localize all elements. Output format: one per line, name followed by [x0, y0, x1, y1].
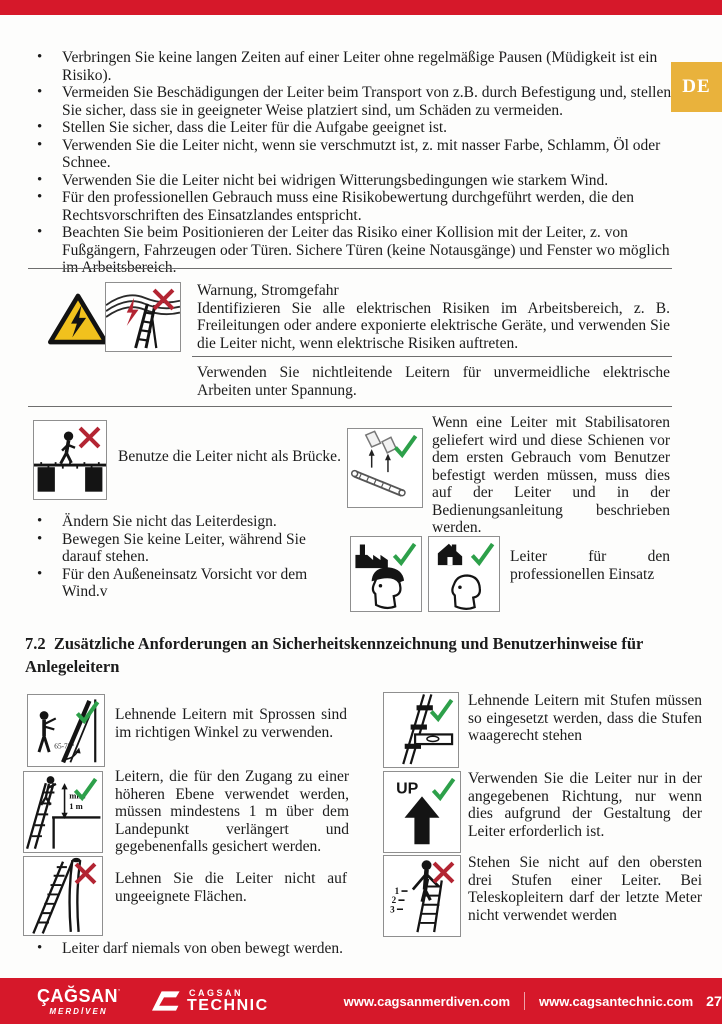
cross-icon — [150, 286, 177, 313]
check-icon — [392, 432, 419, 459]
logo-bottom-text: TECHNIC — [187, 996, 269, 1014]
ladder-angle-pictogram — [27, 694, 105, 767]
bullet-item: • Für den professionellen Gebrauch muss eine Risikobewertung durchgeführt werden, die den Rechtsvorschriften des Einsatzlandes entspricht. — [28, 189, 672, 224]
page-number: 27 — [706, 993, 722, 1009]
bridge-caption: Benutze die Leiter nicht als Brücke. — [118, 448, 341, 465]
up-label: UP — [396, 780, 419, 798]
check-icon — [74, 698, 101, 725]
bullet-item: • Ändern Sie nicht das Leiterdesign. — [28, 513, 338, 531]
check-icon — [391, 540, 418, 567]
min-label: min. — [69, 790, 86, 801]
footer-bar — [0, 978, 722, 1024]
cross-icon — [430, 859, 457, 886]
top-accent-bar — [0, 0, 722, 15]
divider — [28, 268, 672, 269]
language-tab-de — [671, 62, 722, 112]
top-steps-pictogram — [383, 855, 461, 937]
technic-logo-icon — [146, 989, 182, 1013]
grid-text: Lehnende Leitern mit Sprossen sind im richtigen Winkel zu verwenden. — [115, 706, 347, 741]
check-icon — [428, 696, 455, 723]
up-direction-pictogram — [383, 771, 461, 853]
powerline-ladder-pictogram — [105, 282, 181, 352]
electric-warning-body: Identifizieren Sie alle elektrischen Risiken im Arbeitsbereich, z. B. Freileitungen oder andere exponierte elektrische Geräte, und verwenden Sie die Leiter nicht, wenn elektrische Risiken auftreten. — [197, 299, 670, 352]
check-icon — [430, 775, 457, 802]
bullet-item: • Vermeiden Sie Beschädigungen der Leiter beim Transport von z.B. durch Befestigung und, stellen Sie sicher, dass sie in geeigneter Weise platziert sind, um Schäden zu vermeiden. — [28, 84, 672, 119]
grid-text: Stehen Sie nicht auf den obersten drei Stufen einer Leiter. Bei Teleskopleitern darf der letzte Meter nicht verwendet werden — [468, 854, 702, 924]
bullet-item: • Bewegen Sie keine Leiter, während Sie darauf stehen. — [28, 531, 338, 566]
footer-urls — [344, 992, 694, 1010]
divider — [192, 356, 672, 357]
final-bullet-list — [28, 940, 528, 958]
domestic-use-pictogram — [428, 536, 500, 612]
logo-top-text: CAGSAN — [189, 987, 244, 998]
footer-url-merdiven: www.cagsanmerdiven.com — [343, 993, 511, 1009]
ladder-bridge-pictogram — [33, 420, 107, 500]
one-meter-label: 1 m — [69, 800, 83, 811]
logo-subtitle: MERDİVEN — [49, 1006, 108, 1016]
cross-icon — [72, 860, 99, 887]
cagsan-technic-logo — [146, 989, 269, 1014]
stabiliser-pictogram — [347, 428, 423, 508]
bullet-item: • Verwenden Sie die Leiter nicht, wenn sie verschmutzt ist, z. mit nasser Farbe, Schlamm, Öl oder Schnee. — [28, 137, 672, 172]
angle-label: 65-75° — [54, 741, 75, 751]
industrial-use-pictogram — [350, 536, 422, 612]
bullet-item: • Beachten Sie beim Positionieren der Leiter das Risiko einer Kollision mit der Leiter, z. von Fußgängern, Fahrzeugen oder Türen. Sichere Türen (keine Notausgänge) und Fenster wo möglich im Arbeitsbereich. — [28, 224, 672, 277]
logo-trademark: ’ — [118, 987, 121, 998]
electric-warning-title: Warnung, Stromgefahr — [197, 282, 339, 299]
intro-bullet-list — [28, 49, 672, 277]
logo-title: ÇAĞSAN — [37, 985, 119, 1006]
section-title: Zusätzliche Anforderungen an Sicherheitskennzeichnung und Benutzerhinweise für Anlegeleitern — [25, 634, 644, 676]
bullet-item: • Leiter darf niemals von oben bewegt werden. — [28, 940, 528, 958]
section-heading — [25, 632, 687, 678]
footer-url-technic: www.cagsantechnic.com — [539, 993, 694, 1009]
bullet-item: • Verwenden Sie die Leiter nicht bei widrigen Witterungsbedingungen wie starkem Wind. — [28, 172, 672, 190]
check-icon — [72, 775, 99, 802]
electric-hazard-triangle-icon — [48, 287, 108, 351]
grid-text: Lehnen Sie die Leiter nicht auf ungeeignete Flächen. — [115, 870, 347, 905]
professional-use-caption: Leiter für den professionellen Einsatz — [510, 548, 670, 583]
level-steps-pictogram — [383, 692, 459, 768]
mid-bullet-list — [28, 513, 338, 601]
grid-text: Verwenden Sie die Leiter nur in der angegebenen Richtung, nur wenn dies aufgrund der Gestaltung der Leiter erforderlich ist. — [468, 770, 702, 840]
cross-icon — [76, 424, 103, 451]
grid-text: Lehnende Leitern mit Stufen müssen so eingesetzt werden, dass die Stufen waagerecht stehen — [468, 692, 702, 744]
bullet-item: • Verbringen Sie keine langen Zeiten auf einer Leiter ohne regelmäßige Pausen (Müdigkeit ist ein Risiko). — [28, 49, 672, 84]
min-1m-pictogram — [23, 771, 103, 853]
footer-divider — [524, 992, 525, 1010]
step-label-1: 1 — [394, 886, 400, 897]
language-tab-label: DE — [682, 76, 711, 97]
electric-warning-text — [197, 282, 670, 352]
bullet-item: • Stellen Sie sicher, dass die Leiter für die Aufgabe geeignet ist. — [28, 119, 672, 137]
grid-text: Leitern, die für den Zugang zu einer höheren Ebene verwendet werden, müssen mindestens 1 m über dem Landepunkt verlängert und gegebenenfalls gesichert werden. — [115, 768, 349, 855]
divider — [28, 406, 672, 407]
section-number: 7.2 — [25, 634, 46, 653]
check-icon — [469, 540, 496, 567]
step-label-2: 2 — [391, 895, 397, 906]
bullet-item: • Für den Außeneinsatz Vorsicht vor dem Wind.v — [28, 566, 338, 601]
step-label-3: 3 — [390, 904, 395, 915]
stabiliser-text: Wenn eine Leiter mit Stabilisatoren geliefert wird und diese Schienen vor dem ersten Gebrauch vom Benutzer befestigt werden müssen, muss dies auf der Leiter und in der Bedienungsanleitung beschrieben werden. — [432, 414, 670, 536]
cagsan-merdiven-logo — [37, 987, 120, 1016]
nonconductive-note: Verwenden Sie nichtleitende Leitern für unvermeidliche elektrische Arbeiten unter Spannung. — [197, 364, 670, 399]
unsuitable-surface-pictogram — [23, 856, 103, 936]
